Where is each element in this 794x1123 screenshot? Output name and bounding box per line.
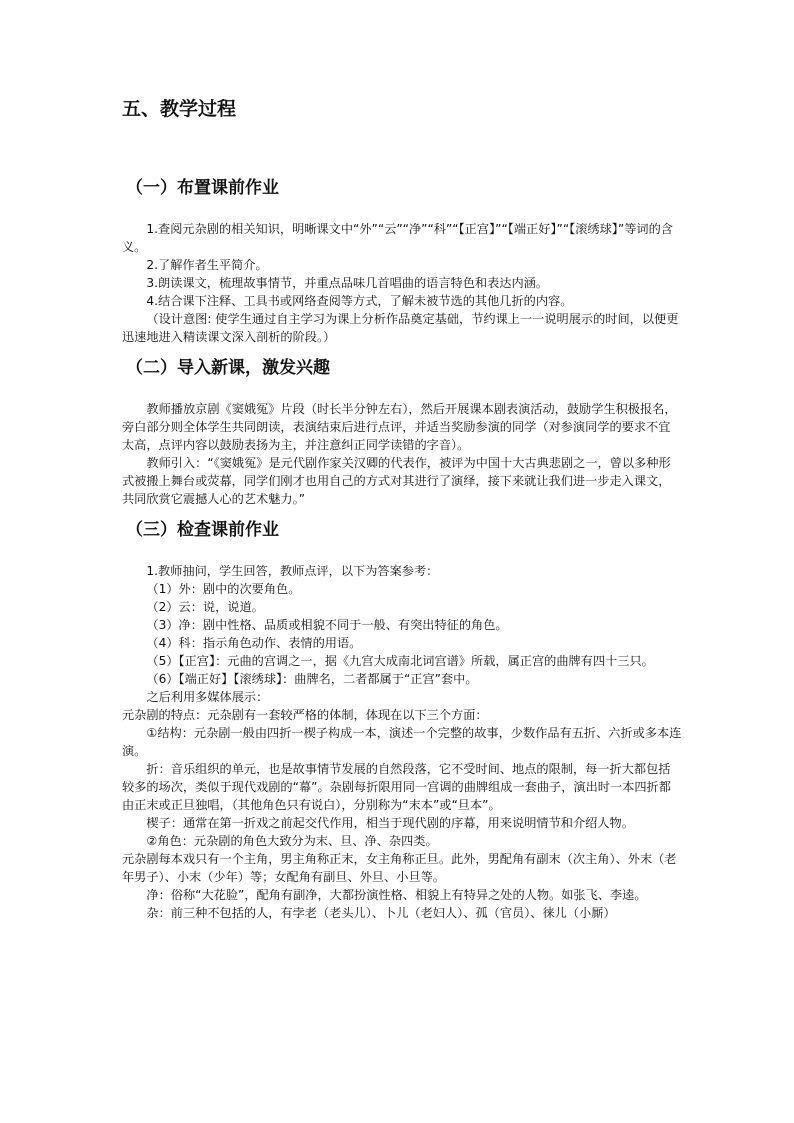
section-1-line: 1.查阅元杂剧的相关知识，明晰课文中“外”“云”“净”“科”“【正宫】”“【端正好】”“【滚绣球】”等词的含义。	[122, 222, 673, 254]
multimedia-label: 之后利用多媒体展示：	[146, 690, 269, 704]
answer-item: （4）科：指示角色动作、表情的用语。	[146, 636, 362, 650]
body-paragraph: 净：俗称“大花脸”，配角有副净，大都扮演性格、相貌上有特异之处的人物。如张飞、李逵。	[146, 888, 647, 902]
body-paragraph: 元杂剧每本戏只有一个主角，男主角称正末，女主角称正旦。此外，男配角有副末（次主角）、外末（老年男子）、小末（少年）等；女配角有副旦、外旦、小旦等。	[122, 852, 677, 884]
body-paragraph: 折：音乐组织的单元，也是故事情节发展的自然段落，它不受时间、地点的限制，每一折大都包括较多的场次，类似于现代戏剧的“幕”。杂剧每折限用同一宫调的曲牌组成一套曲子，演出时一本四折都由正末或正旦独唱，（其他角色只有说白），分别称为“末本”或“旦本”。	[122, 762, 671, 812]
section-3-title: （三）检查课前作业	[126, 520, 279, 540]
answer-item: （2）云：说，说道。	[146, 600, 264, 614]
design-intent-note: （设计意图: 使学生通过自主学习为课上分析作品奠定基础，节约课上一一说明展示的时间，以便更迅速地进入精读课文深入剖析的阶段。）	[122, 312, 679, 344]
page-title: 五、教学过程	[122, 98, 237, 120]
body-paragraph: ②角色：元杂剧的角色大致分为末、旦、净、杂四类。	[146, 834, 438, 848]
section-2-content	[122, 400, 682, 508]
section-1-line: 4.结合课下注释、工具书或网络查阅等方式，了解未被节选的其他几折的内容。	[146, 294, 573, 308]
section-3-content	[122, 562, 682, 922]
section-1-title: （一）布置课前作业	[126, 178, 279, 198]
answer-item: （1）外：剧中的次要角色。	[146, 582, 301, 596]
body-paragraph: 元杂剧的特点：元杂剧有一套较严格的体制，体现在以下三个方面：	[122, 708, 488, 722]
section-3-intro: 1.教师抽问，学生回答，教师点评，以下为答案参考：	[146, 564, 439, 578]
section-1-line: 2.了解作者生平简介。	[146, 258, 268, 272]
body-paragraph: 楔子：通常在第一折戏之前起交代作用，相当于现代剧的序幕，用来说明情节和介绍人物。	[146, 816, 634, 830]
section-2-title: （二）导入新课，激发兴趣	[126, 358, 330, 378]
section-1-content	[122, 220, 682, 346]
document-body	[122, 92, 682, 922]
section-2-paragraph: 教师播放京剧《窦娥冤》片段（时长半分钟左右），然后开展课本剧表演活动，鼓励学生积极报名，旁白部分则全体学生共同朗读，表演结束后进行点评，并适当奖励参演的同学（对参演同学的要求不宜太高，点评内容以鼓励表扬为主，并注意纠正同学读错的字音）。	[122, 402, 677, 452]
answer-item: （3）净：剧中性格、品质或相貌不同于一般、有突出特征的角色。	[146, 618, 508, 632]
answer-item: （6）【端正好】【滚绣球】：曲牌名，二者都属于“正宫”套中。	[146, 672, 478, 686]
body-paragraph: ①结构：元杂剧一般由四折一楔子构成一本，演述一个完整的故事，少数作品有五折、六折或多本连演。	[122, 726, 682, 758]
body-paragraph: 杂：前三种不包括的人，有孛老（老头儿）、卜儿（老妇人）、孤（官员）、徕儿（小厮）	[146, 906, 616, 920]
section-1-line: 3.朗读课文，梳理故事情节，并重点品味几首唱曲的语言特色和表达内涵。	[146, 276, 549, 290]
section-2-paragraph: 教师引入：“《窦娥冤》是元代剧作家关汉卿的代表作，被评为中国十大古典悲剧之一，曾以多种形式被搬上舞台或荧幕，同学们刚才也用自己的方式对其进行了演绎，接下来就让我们进一步走入课文，共同欣赏它震撼人心的艺术魅力。”	[122, 456, 671, 506]
answer-item: （5）【正宫】：元曲的宫调之一，据《九宫大成南北词宫谱》所载，属正宫的曲牌有四十三只。	[146, 654, 654, 668]
